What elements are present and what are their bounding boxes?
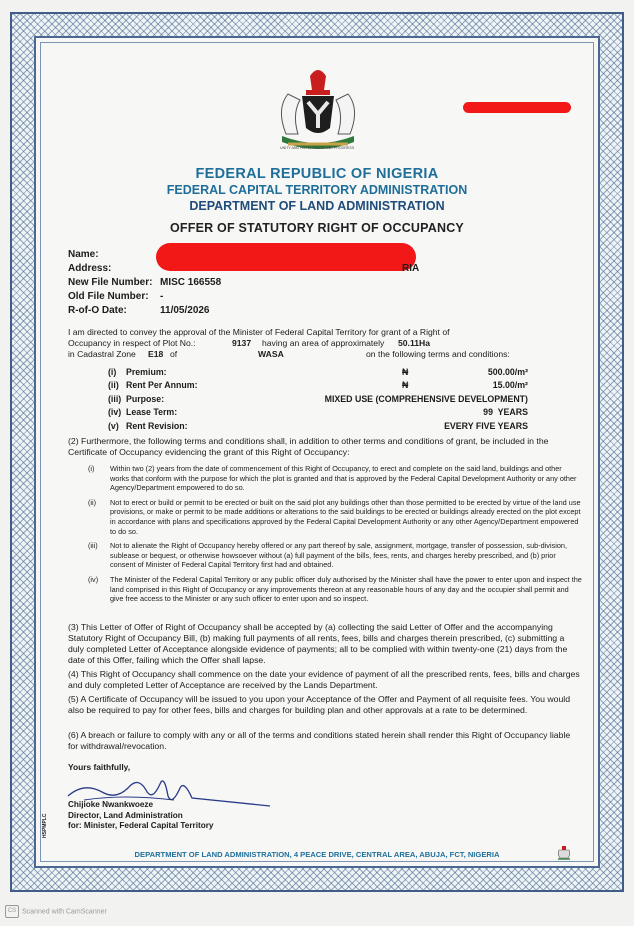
sub-num: (i) bbox=[88, 464, 95, 473]
rofo-date-value: 11/05/2026 bbox=[160, 305, 210, 316]
address-label: Address: bbox=[68, 263, 112, 274]
sub-text: Not to alienate the Right of Occupancy hereby offered or any part thereof by sale, assignment, mortgage, transfer of possession, sub-division, sublease or bequest, or otherwise howsoever without (a) full payment of the bills, fees, rents, and charges hereby prescribed, and (b) prior consent of Minister of Federal Capital Territory first had and obtained. bbox=[110, 541, 567, 570]
paragraph-5: (5) A Certificate of Occupancy will be issued to you upon your Acceptance of the Offer and Payment of all requisite fees. You would also be required to pay for other fees, bills and charges for building plan and other approvals at a rate to be determined. bbox=[68, 694, 571, 715]
address-tail: RIA bbox=[402, 263, 420, 274]
paragraph-2: (2) Furthermore, the following terms and conditions shall, in addition to other terms and conditions of grant, be included in the Certificate of Occupancy evidencing the grant of this Right of Occupancy: bbox=[68, 436, 549, 457]
sub-conditions bbox=[88, 464, 582, 604]
term-value: 500.00/m² bbox=[487, 367, 528, 377]
terms-list bbox=[108, 367, 528, 434]
term-label: Rent Per Annum: bbox=[126, 380, 198, 391]
intro-plot-text: Occupancy in respect of Plot No.: bbox=[68, 338, 196, 348]
intro-zone-text: in Cadastral Zone bbox=[68, 349, 136, 359]
sub-condition bbox=[88, 464, 582, 493]
term-num: (ii) bbox=[108, 380, 119, 391]
footer-address: DEPARTMENT OF LAND ADMINISTRATION, 4 PEACE DRIVE, CENTRAL AREA, ABUJA, FCT, NIGERIA bbox=[134, 850, 500, 859]
camscanner-icon: CS bbox=[5, 905, 19, 918]
header-line-3: DEPARTMENT OF LAND ADMINISTRATION bbox=[189, 199, 445, 213]
sub-num: (iii) bbox=[88, 541, 98, 551]
sub-condition bbox=[88, 498, 582, 536]
naira-icon: ₦ bbox=[402, 367, 409, 377]
term-row bbox=[108, 394, 528, 407]
plot-number: 9137 bbox=[232, 338, 252, 348]
new-file-label: New File Number: bbox=[68, 277, 153, 288]
naira-icon: ₦ bbox=[402, 380, 409, 391]
term-label: Premium: bbox=[126, 367, 167, 377]
document-title: OFFER OF STATUTORY RIGHT OF OCCUPANCY bbox=[170, 221, 464, 235]
term-label: Purpose: bbox=[126, 393, 165, 404]
paragraph-6: (6) A breach or failure to comply with any or all of the terms and conditions stated herein shall render this Right of Occupancy liable for withdrawal/revocation. bbox=[68, 730, 571, 751]
term-value: EVERY FIVE YEARS bbox=[444, 420, 528, 431]
signatory-for: for: Minister, Federal Capital Territory bbox=[68, 821, 214, 830]
old-file-value: - bbox=[160, 291, 164, 302]
sub-text: Not to erect or build or permit to be erected or built on the said plot any buildings other than those permitted to be erected by virtue of the land use provisions, or make or permit to be made additions or alterations to the said buildings to be erected or buildings already erected on the plot except in accordance with plans and specifications approved by the Federal Capital Development Authority or any other Agency/Department empowered to do so. bbox=[110, 497, 581, 536]
term-value: 15.00/m² bbox=[492, 380, 528, 391]
term-num: (iii) bbox=[108, 393, 122, 404]
intro-of-text: of bbox=[170, 349, 178, 359]
crest-motto: UNITY AND FAITH, PEACE AND PROGRESS bbox=[280, 146, 355, 150]
scanner-watermark bbox=[5, 905, 107, 918]
header-line-2: FEDERAL CAPITAL TERRITORY ADMINISTRATION bbox=[166, 183, 468, 197]
certificate-inner-frame bbox=[34, 36, 600, 868]
rofo-date-label: R-of-O Date: bbox=[68, 305, 127, 316]
cadastral-zone: E18 bbox=[148, 349, 164, 359]
term-row bbox=[108, 367, 528, 380]
term-num: (i) bbox=[108, 367, 117, 377]
term-num: (v) bbox=[108, 420, 119, 431]
scanner-text: Scanned with CamScanner bbox=[22, 908, 107, 916]
intro-terms-text: on the following terms and conditions: bbox=[366, 349, 510, 359]
sub-num: (iv) bbox=[88, 574, 99, 584]
term-value: 99 YEARS bbox=[483, 407, 528, 418]
name-label: Name: bbox=[68, 249, 99, 260]
paragraph-3: (3) This Letter of Offer of Right of Occupancy shall be accepted by (a) collecting the said Letter of Offer and the accompanying Statutory Right of Occupancy Bill, (b) making full payments of all rents, fees, bills and charges therein prescribed, (c) submitting a duly completed Letter of Acceptance alongside evidence of payments; all to be complied with within twenty-one (21) days from the date of this Offer, failing which the Offer shall lapse. bbox=[68, 622, 568, 665]
intro-area-text: having an area of approximately bbox=[262, 338, 385, 348]
paragraph-4: (4) This Right of Occupancy shall commence on the date your evidence of payment of all the prescribed rents, fees, bills and charges and duly completed Letter of Acceptance are received by the Lands Department. bbox=[68, 669, 580, 690]
redaction-mark bbox=[463, 102, 571, 113]
term-row bbox=[108, 421, 528, 434]
side-code: HSPMPLC bbox=[42, 813, 48, 838]
new-file-value: MISC 166558 bbox=[160, 277, 222, 288]
sub-num: (ii) bbox=[88, 497, 97, 507]
closing: Yours faithfully, bbox=[68, 762, 131, 772]
redaction-mark bbox=[156, 243, 416, 271]
signatory-name: Chijioke Nwankwoeze bbox=[68, 800, 154, 809]
sub-text: The Minister of the Federal Capital Territory or any public officer duly authorised by the Minister shall have the power to enter upon and inspect the land comprised in this Right of Occupancy or any improvements thereon at any reasonable hours of any day and the occupier shall permit and give free access to the Minister or any such officer to enter upon and so inspect. bbox=[110, 574, 582, 604]
term-row bbox=[108, 407, 528, 420]
sub-condition bbox=[88, 541, 582, 570]
term-row bbox=[108, 380, 528, 393]
plot-area: 50.11Ha bbox=[398, 338, 431, 348]
header-line-1: FEDERAL REPUBLIC OF NIGERIA bbox=[195, 166, 439, 182]
term-num: (iv) bbox=[108, 407, 122, 418]
term-value: MIXED USE (COMPREHENSIVE DEVELOPMENT) bbox=[324, 393, 528, 404]
district-name: WASA bbox=[258, 349, 284, 359]
small-crest-icon bbox=[556, 844, 572, 860]
certificate-sheet bbox=[10, 12, 624, 892]
signatory-block bbox=[68, 800, 213, 832]
term-label: Lease Term: bbox=[126, 407, 178, 418]
term-label: Rent Revision: bbox=[126, 420, 188, 431]
old-file-label: Old File Number: bbox=[68, 291, 149, 302]
intro-line-1: I am directed to convey the approval of the Minister of Federal Capital Territory for grant of a Right of bbox=[68, 327, 450, 337]
sub-condition bbox=[88, 575, 582, 604]
signatory-role: Director, Land Administration bbox=[68, 810, 183, 820]
coat-of-arms-icon bbox=[268, 64, 368, 156]
sub-text: Within two (2) years from the date of commencement of this Right of Occupancy, to erect and complete on the said land, buildings and other works that conform with the purpose for which the plot is granted and that is approved by the Federal Capital Development Authority or any other Agency/Department empowered to do so. bbox=[110, 464, 577, 493]
